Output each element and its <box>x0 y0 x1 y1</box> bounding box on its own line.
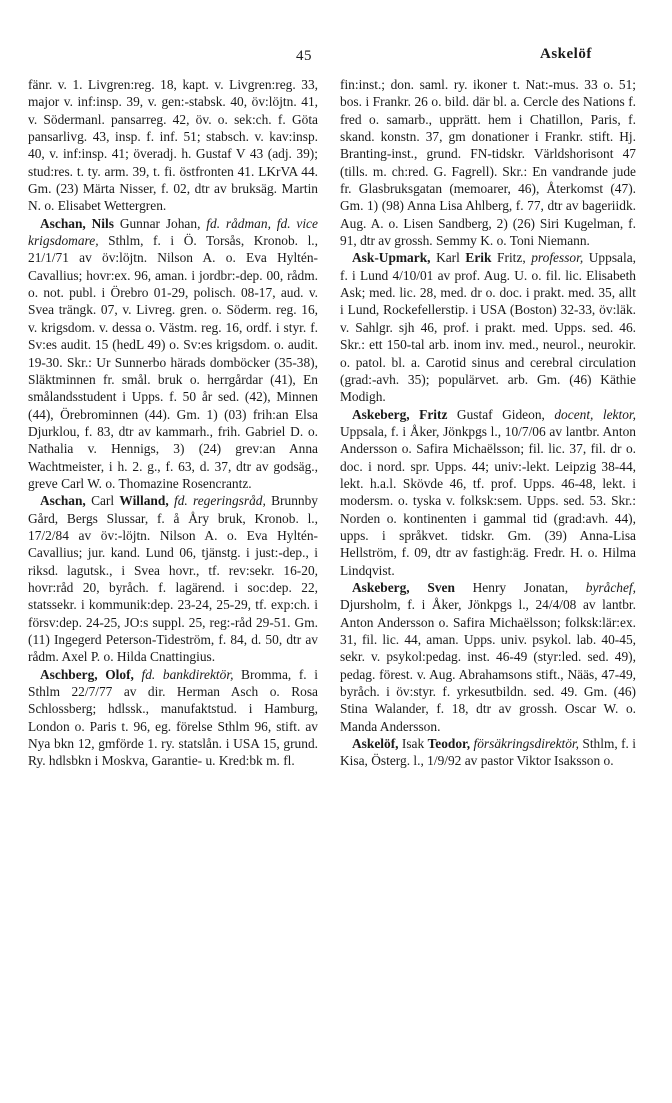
entry-given-bold: Nils <box>91 215 114 231</box>
entry-given-bold: Erik <box>465 250 492 266</box>
entry-surname: Askeberg, <box>352 579 410 595</box>
entry-surname: Ask-Upmark, <box>352 250 431 266</box>
entry-given-bold: Olof, <box>105 666 134 682</box>
entry-given-plain: Gunnar Johan, <box>119 215 201 231</box>
entry-text: Djursholm, f. i Åker, Jönkpgs l., 24/4/08 av lantbr. Anton Andersson o. Safira Michaëlsson; folksk:lär:ex. 31, fil. lic. 44, aman. Upps. univ. psykol. lab. 40-45, sekr. v. psykol:pedag. inst. 46-49 (styr:led. sed. 49), pedag. förest. v. Aug. Abrahamsons stift., Nääs, 47-49, byråch. i öv:styr. f. yrkesutbildn. sed. 49. Gm. (46) Stina Walander, f. 18, dtr av grossh. Oscar W. o. Manda Andersson. <box>340 597 636 734</box>
left-column <box>28 76 318 770</box>
biography-entry <box>340 249 636 405</box>
continuation-entry <box>340 76 636 249</box>
entry-given-bold: Willand, <box>119 493 169 509</box>
entry-given-plain: Fritz, <box>497 250 526 266</box>
entry-given-bold: Fritz <box>419 406 448 422</box>
entry-surname: Askelöf, <box>352 736 399 752</box>
entry-title: fd. regeringsråd, <box>173 493 266 509</box>
entry-given-plain: Carl <box>91 493 115 509</box>
biography-entry <box>340 735 636 770</box>
entry-surname: Aschberg, <box>40 666 98 682</box>
entry-title: byråchef, <box>585 579 636 595</box>
biography-entry <box>28 215 318 493</box>
page-number: 45 <box>296 48 312 64</box>
entry-text: Sthlm, f. i Ö. Torsås, Kronob. l., 21/1/71 av öv:löjtn. Nilson A. o. Eva Hyltén-Cavallius; hovr:ex. 96, aman. i jordbr:-dep. 00, rådm. o. not. publ. i Örebro 01-29, polisch. 08-17, aud. v. Svea trängk. 07, v. Livreg. gren. o. Söderm. reg. 16, v. krigsdom. v. dessa o. Västm. reg. 16, ordf. i styr. f. Sv:es audit. 15 (hedL 49) o. Sv:es krigsdom. o. audit. 19-30. Skr.: Ur Sunnerbo härads domböcker (35-38), Släktminnen fr. smål. bruk o. herrgårdar (41), En smålandsstudent i Upps. f. 50 år sed. (42), Minnen (44), Örebrominnen (44). Gm. 1) (03) frih:an Elsa Djurklou, f. 83, dtr av kammarh., frih. Gabriel D. o. Nathalia v. Hennigs, 3) (24) grev:an Anna Wachtmeister, i h. 2. g., f. 63, d. 37, dtr av godsäg., greve Carl W. o. Thomazine Rosencrantz. <box>28 233 318 491</box>
entry-text: Uppsala, f. i Åker, Jönkpgs l., 10/7/06 av lantbr. Anton Andersson o. Safira Michaëlsson; fil. lic. 37, fil. dr o. doc. i nord. spr. Upps. 44; univ:-lekt. Leipzig 38-44, lekt. h.a.l. Skövde 46, tf. prof. Upps. 46-48, lekt. i modersm. o. tyska v. folksk:sem. Upps. sed. 53. Skr.: Norden o. kontinenten i gammal tid (grad:avh. 44), upps. i språkvet. tidskr. Gm. (39) Anna-Lisa Hellström, f. 09, dtr av fastigh:äg. Fredr. H. o. Hilma Lindqvist. <box>340 423 636 578</box>
entry-text: Sthlm, f. i Kisa, Österg. l., 1/9/92 av pastor Viktor Isaksson o. <box>340 736 636 769</box>
entry-given-plain: Gustaf Gideon, <box>456 406 545 422</box>
entry-text: Uppsala, f. i Lund 4/10/01 av prof. Aug. U. o. fil. lic. Elisabeth Ask; med. lic. 28, med. dr o. doc. i prakt. med. 35, allt i Lund, Rockefellerstip. i USA (Boston) 32-33, öv:läk. v. Sahlgr. sjh 46, prof. i prakt. med. Upps. sed. 46. Skr.: ett 150-tal arb. inom inv. med., neurol., neurokir. o. patol. bl. a. Carotid sinus and cerebral circulation (grad:-avh. 35); populärvet. arb. Gm. (46) Käthie Modigh. <box>340 250 636 405</box>
entry-text: fin:inst.; don. saml. ry. ikoner t. Nat:-mus. 33 o. 51; bos. i Frankr. 26 o. bild. där bl. a. Cercle des Nations f. fred o. samarb., upprätt. hem i Chatillon, Paris, f. skand. konstn. 37, gm donationer i Frankr. stift. Hj. Branting-inst., grund. FN-tidskr. Världshorisont 47 (tills. m. ch:red. G. Fagrell). Skr.: En vandrande jude fr. Glasbruksgatan (memoarer, 46), Återkomst (47). Gm. 1) (98) Anna Lisa Ahlberg, f. 77, dtr av bageriidk. Aug. A. o. Lisen Sandberg, 2) (26) Siri Kugelman, f. 91, dtr av grossh. Semmy K. o. Toni Niemann. <box>340 77 636 249</box>
entry-given-plain: Karl <box>436 250 460 266</box>
continuation-entry <box>28 76 318 215</box>
entry-text: Brunnby Gård, Bergs Slussar, f. å Åry bruk, Kronob. l., 17/2/84 av öv:-löjtn. Nilson A. o. Eva Hyltén-Cavallius; jur. kand. Lund 06, tjänstg. i just:-dep., i riksd. lagutsk., i Svea hovr., tf. rev:sekr. 16-20, hovr:råd 20, byråch. f. lagärend. i soc:dep. 22, statssekr. i kommunik:dep. 23-24, 25-29, tf. exp:ch. i försv:dep. 24-25, JO:s suppl. 25, reg:-råd 29-51. Gm. (11) Ingegerd Peterson-Tideström, f. 84, d. 50, dtr av rådm. Axel P. o. Hilda Cnattingius. <box>28 493 318 665</box>
entry-title: fd. bankdirektör, <box>141 666 234 682</box>
biography-entry <box>340 579 636 735</box>
entry-title: professor, <box>531 250 584 266</box>
entry-title: fd. rådman, fd. vice krigsdomare, <box>28 215 318 249</box>
entry-surname: Aschan, <box>40 493 86 509</box>
entry-surname: Askeberg, <box>352 406 410 422</box>
biography-entry <box>28 492 318 665</box>
biography-entry <box>340 406 636 579</box>
right-column <box>340 76 636 770</box>
biography-entry <box>28 666 318 770</box>
entry-title: försäkringsdirektör, <box>473 736 579 752</box>
running-head: Askelöf <box>540 46 592 62</box>
entry-given-bold: Teodor, <box>427 736 471 752</box>
entry-text: fänr. v. 1. Livgren:reg. 18, kapt. v. Livgren:reg. 33, major v. inf:insp. 39, v. gen:-stabsk. 40, öv:löjtn. 41, v. Södermanl. pansarreg. 42, öv. o. sek:ch. f. Göta pansarlivg. 43, insp. f. inf. 51; stabsch. v. kav:insp. 40, v. inf:insp. 41; överadj. h. Gustaf V 43 (adj. 39); stud:res. t. ty. arm. 39, t. fi. östfronten 41. LKrVA 44. Gm. (23) Märta Nisser, f. 02, dtr av bruksäg. Martin N. o. Elisabet Wettergren. <box>28 77 318 214</box>
entry-surname: Aschan, <box>40 215 86 231</box>
entry-given-plain: Henry Jonatan, <box>472 579 569 595</box>
entry-given-plain: Isak <box>401 736 425 752</box>
entry-text: Bromma, f. i Sthlm 22/7/77 av dir. Herman Asch o. Rosa Schlossberg; hdlssk., manufaktstud. i Hamburg, London o. Paris t. 96, eg. förelse Sthlm 96, stift. av Nya bkn 12, gmförde 1. ry. statslån. i USA 15, grund. Ry. hdlsbkn i Moskva, Garantie- u. Kred:bk m. fl. <box>28 666 318 769</box>
entry-title: docent, lektor, <box>554 406 636 422</box>
entry-given-bold: Sven <box>427 579 455 595</box>
